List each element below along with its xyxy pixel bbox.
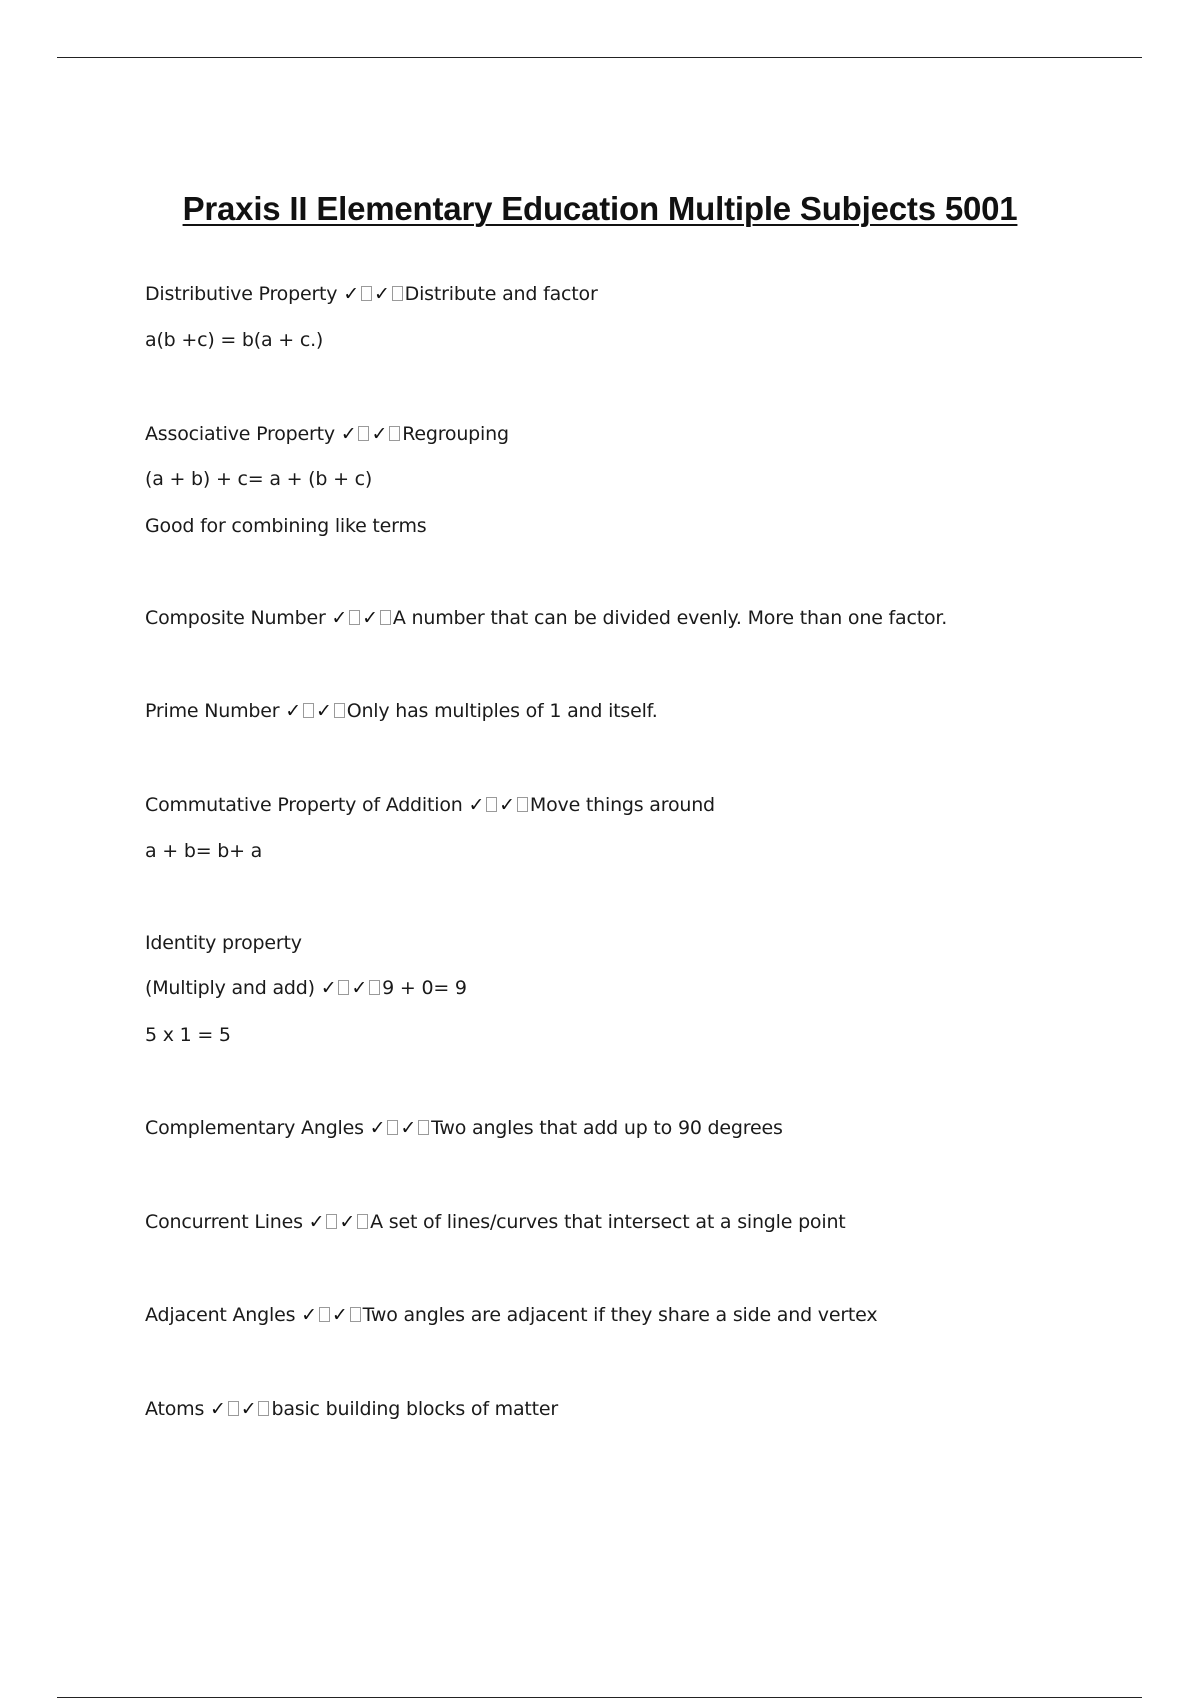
check-icon: ✓ [499,794,515,816]
term-text: Concurrent Lines [145,1211,303,1233]
text-line: Good for combining like terms [145,515,427,537]
missing-glyph-box-icon [349,610,360,625]
missing-glyph-box-icon [350,1307,361,1322]
missing-glyph-box-icon [303,703,314,718]
term-text: Composite Number [145,607,326,629]
missing-glyph-box-icon [369,980,380,995]
answer-text: Only has multiples of 1 and itself. [346,700,658,722]
header-rule [57,57,1142,58]
answer-text: A set of lines/curves that intersect at a single point [370,1211,846,1233]
flashcard-associative-property [145,423,509,445]
missing-glyph-box-icon [326,1214,337,1229]
answer-text: A number that can be divided evenly. More than one factor. [392,607,948,629]
check-icon: ✓ [373,283,390,305]
missing-glyph-box-icon [389,426,400,441]
flashcard-prime-number [145,700,658,722]
answer-text: 9 + 0= 9 [382,977,467,999]
answer-text: Two angles that add up to 90 degrees [431,1117,783,1139]
document-title: Praxis II Elementary Education Multiple Subjects 5001 [182,190,1018,227]
check-icon: ✓ [362,607,378,629]
flashcard-identity-property [145,977,467,999]
missing-glyph-box-icon [361,286,372,301]
flashcard-concurrent-lines [145,1211,846,1233]
text-line: (a + b) + c= a + (b + c) [145,468,373,490]
term-text: Complementary Angles [145,1117,364,1139]
check-icon: ✓ [308,1211,325,1233]
text-line: 5 x 1 = 5 [145,1024,231,1046]
missing-glyph-box-icon [258,1401,269,1416]
missing-glyph-box-icon [387,1120,398,1135]
term-text: Atoms [145,1398,205,1420]
term-text: Adjacent Angles [145,1304,296,1326]
missing-glyph-box-icon [418,1120,429,1135]
check-icon: ✓ [340,423,357,445]
text-line: Identity property [145,932,302,954]
check-icon: ✓ [331,1304,348,1326]
check-icon: ✓ [315,700,332,722]
missing-glyph-box-icon [228,1401,239,1416]
flashcard-adjacent-angles [145,1304,877,1326]
answer-text: Move things around [529,794,715,816]
text-line: a + b= b+ a [145,840,263,862]
missing-glyph-box-icon [338,980,349,995]
missing-glyph-box-icon [517,797,528,812]
check-icon: ✓ [285,700,301,722]
flashcard-distributive-property [145,283,598,305]
missing-glyph-box-icon [357,1214,368,1229]
check-icon: ✓ [351,977,368,999]
missing-glyph-box-icon [392,286,403,301]
missing-glyph-box-icon [319,1307,330,1322]
flashcard-atoms [145,1398,558,1420]
flashcard-composite-number [145,607,947,629]
answer-text: Distribute and factor [404,283,598,305]
term-text: Prime Number [145,700,280,722]
check-icon: ✓ [400,1117,417,1139]
missing-glyph-box-icon [358,426,369,441]
missing-glyph-box-icon [486,797,497,812]
check-icon: ✓ [320,977,337,999]
term-text: (Multiply and add) [145,977,315,999]
missing-glyph-box-icon [380,610,391,625]
missing-glyph-box-icon [334,703,345,718]
check-icon: ✓ [301,1304,317,1326]
check-icon: ✓ [240,1398,257,1420]
text-line: a(b +c) = b(a + c.) [145,329,324,351]
term-text: Commutative Property of Addition [145,794,463,816]
check-icon: ✓ [331,607,348,629]
check-icon: ✓ [339,1211,356,1233]
answer-text: basic building blocks of matter [271,1398,559,1420]
footer-rule [57,1697,1142,1698]
flashcard-complementary-angles [145,1117,783,1139]
check-icon: ✓ [369,1117,386,1139]
answer-text: Two angles are adjacent if they share a side and vertex [362,1304,878,1326]
flashcard-commutative-property [145,794,715,816]
answer-text: Regrouping [402,423,509,445]
check-icon: ✓ [468,794,485,816]
term-text: Associative Property [145,423,335,445]
check-icon: ✓ [343,283,359,305]
term-text: Distributive Property [145,283,338,305]
check-icon: ✓ [210,1398,226,1420]
check-icon: ✓ [371,423,388,445]
